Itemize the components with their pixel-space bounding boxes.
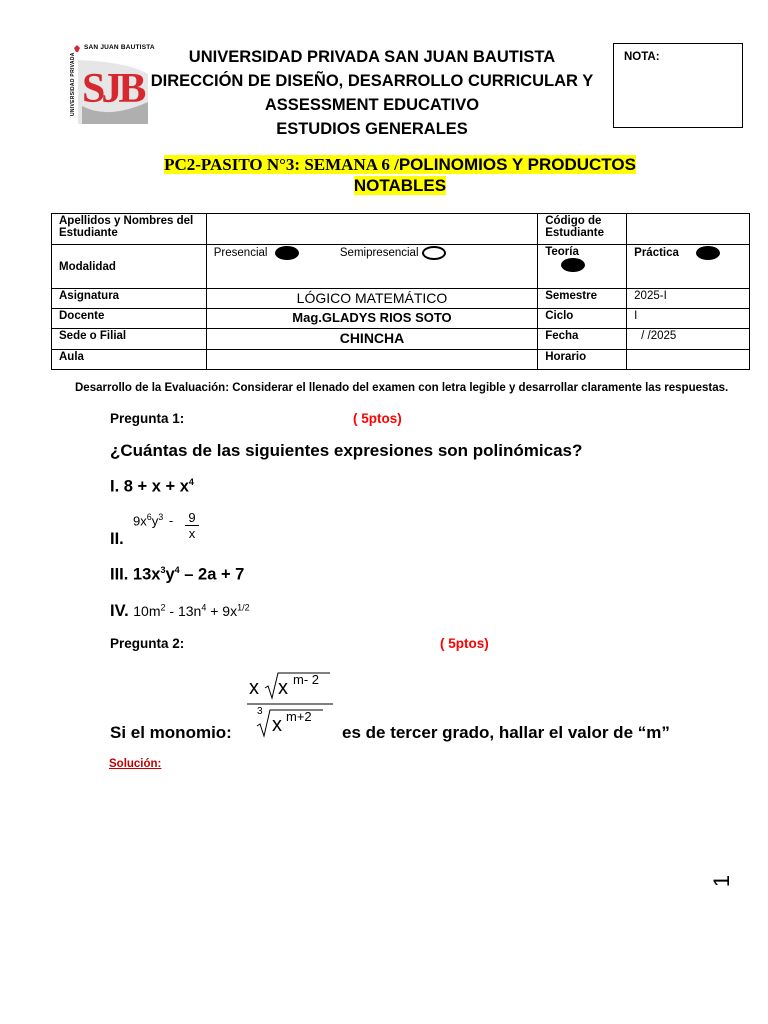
table-row bbox=[52, 329, 750, 350]
theory-cell bbox=[538, 245, 627, 289]
header-line-1: UNIVERSIDAD PRIVADA SAN JUAN BAUTISTA bbox=[188, 48, 556, 66]
expression-ii-fraction bbox=[185, 510, 199, 541]
cycle-value: I bbox=[627, 309, 750, 329]
header-line-3: ASSESSMENT EDUCATIVO bbox=[264, 96, 480, 114]
classroom-label: Aula bbox=[52, 350, 207, 370]
title-part-1: PC2-PASITO N°3: SEMANA 6 / bbox=[164, 155, 399, 174]
solution-label: Solución: bbox=[109, 758, 162, 770]
expression-i bbox=[110, 477, 194, 497]
classroom-value[interactable] bbox=[206, 350, 537, 370]
expression-ii-term: 9x bbox=[133, 513, 147, 529]
student-info-table bbox=[51, 213, 750, 370]
expression-ii-y: y bbox=[151, 513, 159, 529]
subject-value: LÓGICO MATEMÁTICO bbox=[206, 289, 537, 309]
question-2-text: es de tercer grado, hallar el valor de “m” bbox=[342, 723, 670, 742]
modality-label: Modalidad bbox=[52, 245, 207, 289]
student-name-label: Apellidos y Nombres del Estudiante bbox=[52, 214, 207, 245]
expression-iii bbox=[110, 565, 244, 585]
logo-monogram: SJB bbox=[82, 66, 143, 112]
page-number: 1 bbox=[709, 874, 735, 888]
theory-filled-circle-icon[interactable] bbox=[561, 258, 585, 272]
semipresencial-empty-circle-icon[interactable] bbox=[422, 246, 446, 260]
title-part-3: NOTABLES bbox=[353, 176, 447, 195]
modality-options bbox=[206, 245, 537, 289]
expression-iv-label: IV. bbox=[110, 602, 129, 620]
presencial-filled-circle-icon[interactable] bbox=[275, 246, 299, 260]
question-1-label: Pregunta 1: bbox=[110, 411, 185, 426]
campus-label: Sede o Filial bbox=[52, 329, 207, 350]
question-2-points: ( 5ptos) bbox=[440, 636, 489, 651]
cycle-label: Ciclo bbox=[538, 309, 627, 329]
numerator-x: x bbox=[249, 677, 259, 699]
fraction-denominator: x bbox=[188, 526, 196, 541]
denominator-exponent: m+2 bbox=[286, 709, 312, 724]
grade-box[interactable] bbox=[613, 43, 743, 128]
question-2-label: Pregunta 2: bbox=[110, 636, 185, 651]
header-line-4: ESTUDIOS GENERALES bbox=[276, 120, 468, 138]
campus-value: CHINCHA bbox=[206, 329, 537, 350]
student-name-field[interactable] bbox=[206, 214, 537, 245]
presencial-label: Presencial bbox=[213, 247, 268, 260]
question-1-points: ( 5ptos) bbox=[353, 411, 402, 426]
question-2-lead: Si el monomio: bbox=[110, 723, 232, 742]
date-label: Fecha bbox=[538, 329, 627, 350]
expression-ii-minus: - bbox=[168, 513, 174, 529]
fraction-numerator: 9 bbox=[185, 510, 199, 526]
numerator-exponent: m- 2 bbox=[293, 672, 319, 687]
table-row bbox=[52, 214, 750, 245]
expression-iii-exp1: 3 bbox=[160, 565, 166, 575]
expression-i-exponent: 4 bbox=[188, 477, 194, 487]
theory-label: Teoría bbox=[545, 246, 579, 258]
practice-filled-circle-icon[interactable] bbox=[696, 246, 720, 260]
date-value[interactable]: / /2025 bbox=[627, 329, 750, 350]
student-code-field[interactable] bbox=[627, 214, 750, 245]
expression-iii-term: III. 13x bbox=[110, 565, 161, 584]
expression-iii-y: y bbox=[165, 565, 175, 584]
schedule-label: Horario bbox=[538, 350, 627, 370]
expression-ii-label: II. bbox=[110, 530, 124, 548]
expression-iii-rest: – 2a + 7 bbox=[179, 565, 245, 584]
instructions-text: Desarrollo de la Evaluación: Considerar el llenado del examen con letra legible y desarrollar claramente las respuestas. bbox=[75, 382, 729, 394]
semipresencial-label: Semipresencial bbox=[339, 247, 419, 260]
expression-ii bbox=[133, 512, 173, 528]
cube-root-index: 3 bbox=[257, 706, 263, 717]
header-line-2: DIRECCIÓN DE DISEÑO, DESARROLLO CURRICULAR Y bbox=[150, 72, 594, 90]
schedule-value[interactable] bbox=[627, 350, 750, 370]
university-header bbox=[146, 45, 598, 141]
expression-i-text: I. 8 + x + x bbox=[110, 477, 189, 496]
practice-cell bbox=[627, 245, 750, 289]
table-row bbox=[52, 309, 750, 329]
denominator-root-x: x bbox=[272, 714, 282, 736]
exam-title bbox=[120, 154, 680, 196]
title-part-2: POLINOMIOS Y PRODUCTOS bbox=[398, 155, 636, 174]
expression-ii-exp2: 3 bbox=[158, 512, 164, 522]
grade-label: NOTA: bbox=[624, 51, 660, 63]
logo-vertical-text: UNIVERSIDAD PRIVADA bbox=[70, 52, 76, 116]
subject-label: Asignatura bbox=[52, 289, 207, 309]
table-row bbox=[52, 350, 750, 370]
question-1-text: ¿Cuántas de las siguientes expresiones son polinómicas? bbox=[110, 441, 583, 460]
numerator-root-x: x bbox=[278, 677, 288, 699]
logo-name: SAN JUAN BAUTISTA bbox=[84, 44, 155, 51]
monomial-fraction bbox=[247, 668, 337, 742]
table-row bbox=[52, 245, 750, 289]
expression-ii-exp1: 6 bbox=[146, 512, 152, 522]
expression-iv-math: $10m^2 - 13n^4 + 9x^{1/2}$ bbox=[133, 602, 250, 619]
teacher-value: Mag.GLADYS RIOS SOTO bbox=[206, 309, 537, 329]
expression-iv bbox=[110, 602, 250, 621]
teacher-label: Docente bbox=[52, 309, 207, 329]
practice-label: Práctica bbox=[634, 247, 679, 260]
table-row bbox=[52, 289, 750, 309]
semester-label: Semestre bbox=[538, 289, 627, 309]
semester-value: 2025-I bbox=[627, 289, 750, 309]
expression-iii-exp2: 4 bbox=[174, 565, 180, 575]
student-code-label: Código de Estudiante bbox=[538, 214, 627, 245]
